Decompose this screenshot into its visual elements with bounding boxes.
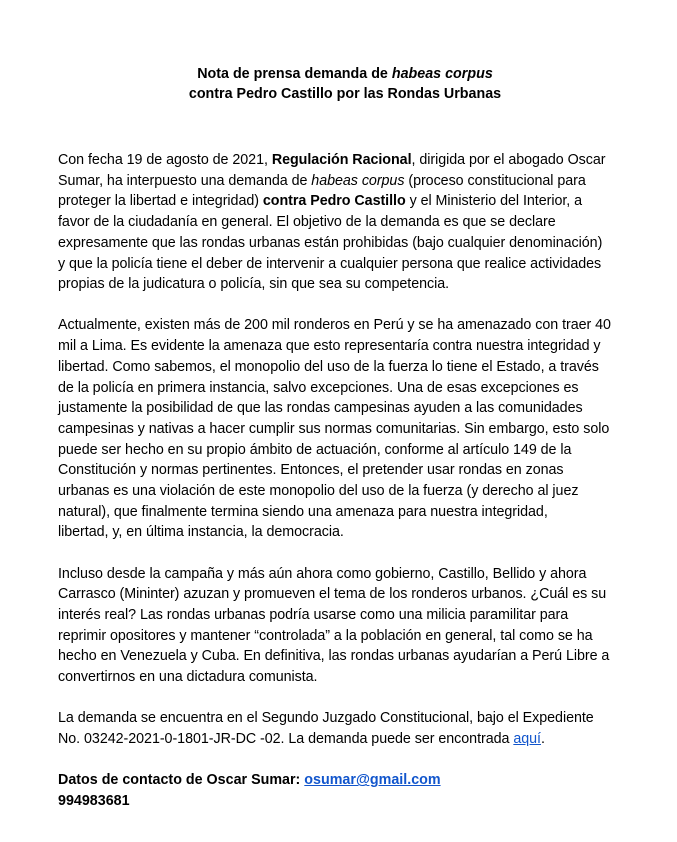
p2-line: Constitución y normas pertinentes. Entonces, el pretender usar rondas en zonas <box>58 462 564 479</box>
p3-line: Carrasco (Mininter) azuzan y promueven el tema de los ronderos urbanos. ¿Cuál es su <box>58 586 607 603</box>
aqui-link[interactable]: aquí <box>513 731 541 748</box>
title-italic-habeas-corpus: habeas corpus <box>391 66 493 82</box>
p3-line: reprimir opositores y mantener “controlada” a la población en general, tal como se ha <box>58 627 593 644</box>
p2-line: de la policía en primera instancia, salvo excepciones. Una de esas excepciones es <box>58 379 579 396</box>
title-line-1: Nota de prensa demanda de habeas corpus <box>197 66 493 82</box>
p2-line: natural), que finalmente termina siendo una amenaza para nuestra integridad, <box>58 503 548 520</box>
document-title <box>58 64 632 104</box>
contra-pedro-castillo-bold: contra Pedro Castillo <box>262 193 406 210</box>
title-line-2: contra Pedro Castillo por las Rondas Urbanas <box>188 86 502 102</box>
paragraph-3 <box>58 564 632 688</box>
press-release-document <box>58 64 632 812</box>
p2-line: libertad, y, en última instancia, la democracia. <box>58 524 344 541</box>
org-name-regulacion-racional: Regulación Racional <box>271 152 412 168</box>
p1-line-7: propias de la judicatura o policía, sin que sea su competencia. <box>58 276 450 293</box>
contact-line <box>58 770 632 791</box>
p2-line: Actualmente, existen más de 200 mil ronderos en Perú y se ha amenazado con traer 40 <box>58 317 611 334</box>
p1-line-5: expresamente que las rondas urbanas están prohibidas (bajo cualquier denominación) <box>58 234 603 251</box>
p3-line: convertirnos en una dictadura comunista. <box>58 669 318 686</box>
contact-phone: 994983681 <box>58 792 130 809</box>
p3-line: hecho en Venezuela y Cuba. En definitiva, las rondas urbanas ayudarían a Perú Libre a <box>58 648 610 665</box>
p2-line: urbanas es una violación de este monopolio del uso de la fuerza (y derecho al juez <box>58 483 579 500</box>
p2-line: justamente la posibilidad de que las rondas campesinas ayuden a las comunidades <box>58 400 583 417</box>
p1-line-6: y que la policía tiene el deber de intervenir a cualquier persona que realice actividades <box>58 255 602 272</box>
p1-line-1: Con fecha 19 de agosto de 2021, Regulación Racional, dirigida por el abogado Oscar <box>58 152 606 168</box>
contact-block <box>58 770 632 811</box>
p1-line-2: Sumar, ha interpuesto una demanda de habeas corpus (proceso constitucional para <box>58 172 586 189</box>
p2-line: campesinas y nativas a hacer cumplir sus normas comunitarias. Sin embargo, esto solo <box>58 420 610 437</box>
p3-line: Incluso desde la campaña y más aún ahora como gobierno, Castillo, Bellido y ahora <box>58 565 587 582</box>
paragraph-4 <box>58 708 632 749</box>
p1-line-4: favor de la ciudadanía en general. El objetivo de la demanda es que se declare <box>58 214 556 231</box>
p4-line-1: La demanda se encuentra en el Segundo Juzgado Constitucional, bajo el Expediente <box>58 710 594 727</box>
p4-line-2: No. 03242-2021-0-1801-JR-DC -02. La demanda puede ser encontrada aquí. <box>58 731 545 748</box>
p1-line-3: proteger la libertad e integridad) contra Pedro Castillo y el Ministerio del Interior, a <box>58 193 583 210</box>
p2-line: puede ser hecho en su propio ámbito de actuación, conforme al artículo 149 de la <box>58 441 572 458</box>
paragraph-2 <box>58 315 632 543</box>
p2-line: libertad. Como sabemos, el monopolio del uso de la fuerza lo tiene el Estado, a través <box>58 358 599 375</box>
paragraph-1 <box>58 150 632 295</box>
contact-label: Datos de contacto de Oscar Sumar: <box>58 772 305 789</box>
p2-line: mil a Lima. Es evidente la amenaza que esto representaría contra nuestra integridad y <box>58 338 601 355</box>
email-link[interactable]: osumar@gmail.com <box>304 772 441 789</box>
p3-line: interés real? Las rondas urbanas podría usarse como una milicia paramilitar para <box>58 607 569 624</box>
habeas-corpus-italic: habeas corpus <box>311 172 405 189</box>
